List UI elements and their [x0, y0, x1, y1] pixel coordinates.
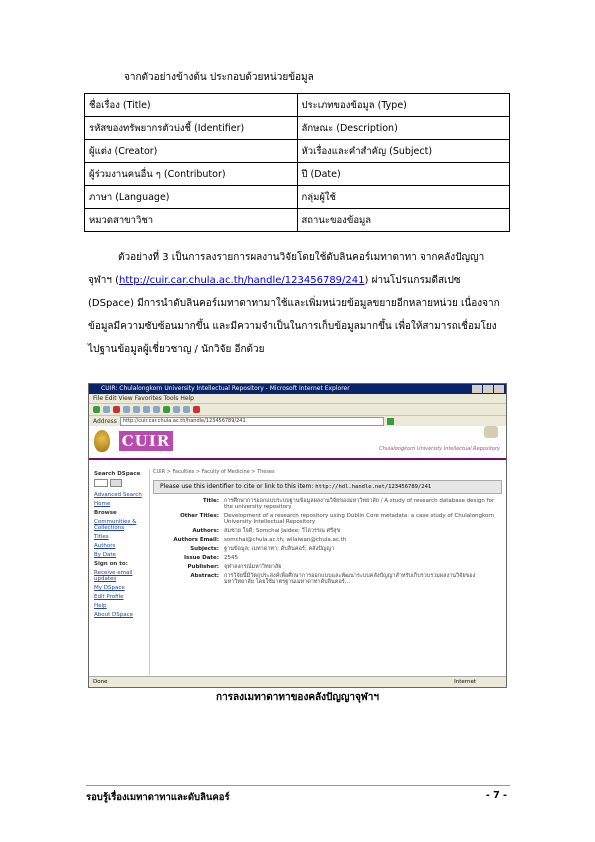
record-row	[153, 564, 502, 570]
sidebar-link[interactable]: Authors	[94, 543, 116, 549]
record-row	[153, 528, 502, 534]
table-cell: ผู้ร่วมงานคนอื่น ๆ (Contributor)	[85, 163, 298, 186]
record-value: การวิจัยนี้มีวัตถุประสงค์เพื่อศึกษาการออกแบบและพัฒนาระบบคลังปัญญาสำหรับเก็บรวบรวมผลงานวิจัยของมหาวิทยาลัย โดยใช้มาตรฐานเมทาดาทาดับลินคอร์...	[224, 573, 476, 585]
cuir-logo[interactable]: CUIR	[119, 431, 173, 451]
close-icon[interactable]	[494, 385, 504, 393]
search-heading: Search DSpace	[94, 471, 141, 477]
back-icon[interactable]	[93, 406, 100, 413]
record-value: สมชาย ใจดี; Somchai Jaidee; วิไลวรรณ ศรีสุข	[224, 528, 341, 534]
browser-menu-bar[interactable]: File Edit View Favorites Tools Help	[89, 394, 506, 403]
forward-icon[interactable]	[103, 406, 110, 413]
record-row	[153, 513, 502, 525]
breadcrumb[interactable]: CUIR > Faculties > Faculty of Medicine > Theses	[153, 469, 275, 475]
favorites-icon[interactable]	[153, 406, 160, 413]
browser-title-bar	[89, 384, 506, 394]
mail-icon[interactable]	[173, 406, 180, 413]
item-record-content	[153, 469, 502, 675]
print-icon[interactable]	[183, 406, 190, 413]
record-row	[153, 537, 502, 543]
record-row	[153, 546, 502, 552]
browser-title: CUIR: Chulalongkorn University Intellectual Repository - Microsoft Internet Explorer	[101, 385, 350, 392]
browse-heading: Browse	[94, 510, 117, 516]
cite-notice	[153, 480, 502, 494]
browser-toolbar	[89, 403, 506, 415]
footer-title: รอบรู้เรื่องเมทาดาทาและดับลินคอร์	[86, 792, 230, 803]
table-row	[85, 140, 510, 163]
sidebar-link[interactable]: Titles	[94, 534, 109, 540]
repository-slogan: Chulalongkorn University Intellectual Repository	[379, 446, 500, 452]
table-row	[85, 163, 510, 186]
table-cell: ประเภทของข้อมูล (Type)	[297, 94, 510, 117]
advanced-search-link[interactable]: Advanced Search	[94, 492, 142, 498]
record-fields	[153, 498, 502, 585]
stop-icon[interactable]	[113, 406, 120, 413]
intro-text: จากตัวอย่างข้างต้น ประกอบด้วยหน่วยข้อมูล	[124, 72, 314, 83]
table-row	[85, 209, 510, 232]
table-cell: ภาษา (Language)	[85, 186, 298, 209]
figure-caption: การลงเมทาดาทาของคลังปัญญาจุฬาฯ	[216, 692, 379, 703]
sign-on-list	[91, 570, 149, 600]
record-label: Abstract:	[190, 573, 219, 579]
sidebar-link[interactable]: Communities & Collections	[94, 519, 137, 531]
refresh-icon[interactable]	[123, 406, 130, 413]
table-row	[85, 186, 510, 209]
footer-divider	[86, 785, 510, 786]
home-link[interactable]: Home	[94, 501, 111, 507]
search-input[interactable]	[94, 479, 108, 487]
table-cell: สถานะของข้อมูล	[297, 209, 510, 232]
sidebar-link[interactable]: Edit Profile	[94, 594, 124, 600]
internet-zone: Internet	[454, 679, 476, 685]
record-label: Other Titles:	[180, 513, 219, 519]
go-button[interactable]	[110, 479, 122, 487]
about-link[interactable]: About DSpace	[94, 612, 134, 618]
page-number: - 7 -	[485, 790, 507, 801]
record-value: ฐานข้อมูล; เมทาดาทา; ดับลินคอร์; คลังปัญญา	[224, 546, 335, 552]
decorative-icon	[484, 426, 498, 438]
table-cell: ชื่อเรื่อง (Title)	[85, 94, 298, 117]
address-bar	[89, 415, 506, 426]
maximize-icon[interactable]	[483, 385, 493, 393]
record-value: จุฬาลงกรณ์มหาวิทยาลัย	[224, 564, 282, 570]
university-seal-icon	[94, 430, 110, 452]
cuir-link[interactable]: http://cuir.car.chula.ac.th/handle/123456789/241	[119, 275, 365, 286]
handle-url[interactable]: http://hdl.handle.net/123456789/241	[315, 484, 432, 490]
record-label: Issue Date:	[184, 555, 219, 561]
record-label: Publisher:	[187, 564, 219, 570]
address-label: Address	[93, 417, 117, 425]
sign-on-heading: Sign on to:	[94, 561, 128, 567]
help-link[interactable]: Help	[94, 603, 107, 609]
sidebar-link[interactable]: My DSpace	[94, 585, 125, 591]
table-cell: ผู้แต่ง (Creator)	[85, 140, 298, 163]
home-icon[interactable]	[133, 406, 140, 413]
minimize-icon[interactable]	[472, 385, 482, 393]
record-value: 2545	[224, 555, 238, 561]
table-cell: ลักษณะ (Description)	[297, 117, 510, 140]
paragraph-text-before: ตัวอย่างที่ 3 เป็นการลงรายการผลงานวิจัยโดยใช้ดับลินคอร์เมทาดาทา จากคลังปัญญาจุฬาฯ (	[88, 252, 485, 286]
address-input[interactable]: http://cuir.car.chula.ac.th/handle/123456789/241	[120, 417, 384, 426]
example-paragraph	[88, 246, 508, 361]
go-icon[interactable]	[387, 418, 394, 425]
table-cell: หมวดสาขาวิชา	[85, 209, 298, 232]
table-cell: กลุ่มผู้ใช้	[297, 186, 510, 209]
cite-notice-text: Please use this identifier to cite or link to this item:	[160, 483, 314, 490]
status-text: Done	[93, 679, 108, 685]
record-label: Authors:	[192, 528, 219, 534]
table-row	[85, 94, 510, 117]
sidebar-link[interactable]: By Date	[94, 552, 116, 558]
paragraph-text-after: ) ผ่านโปรแกรมดีสเปซ (DSpace) มีการนำดับลินคอร์เมทาดาทามาใช้และเพิ่มหน่วยข้อมูลขยายอีกหลายหน่วย เนื่องจากข้อมูลมีความซับซ้อนมากขึ้น และมีความจำเป็นในการเก็บข้อมูลมากขึ้น เพื่อให้สามารถเชื่อมโยงไปฐานข้อมูลผู้เชี่ยวชาญ / นักวิจัย อีกด้วย	[88, 275, 500, 355]
record-label: Title:	[202, 498, 219, 504]
record-row	[153, 555, 502, 561]
record-row	[153, 498, 502, 510]
dspace-sidebar	[91, 469, 150, 675]
history-icon[interactable]	[163, 406, 170, 413]
record-row	[153, 573, 502, 585]
edit-icon[interactable]	[193, 406, 200, 413]
browser-screenshot	[88, 383, 507, 688]
table-cell: ปี (Date)	[297, 163, 510, 186]
record-value: somchai@chula.ac.th; wilaiwan@chula.ac.th	[224, 537, 347, 543]
table-row	[85, 117, 510, 140]
metadata-elements-table	[84, 93, 510, 232]
record-label: Authors Email:	[173, 537, 219, 543]
browser-status-bar	[89, 676, 506, 687]
record-value: Development of a research repository using Dublin Core metadata: a case study of Chulalongkorn University Intellectual Repository	[224, 513, 495, 525]
table-cell: รหัสของทรัพยากรตัวบ่งชี้ (Identifier)	[85, 117, 298, 140]
record-value: การศึกษาการออกแบบระบบฐานข้อมูลผลงานวิจัยของมหาวิทยาลัย / A study of research database design for the university repository	[224, 498, 495, 510]
record-label: Subjects:	[190, 546, 219, 552]
table-cell: หัวเรื่องและคำสำคัญ (Subject)	[297, 140, 510, 163]
cuir-banner	[89, 426, 506, 460]
search-icon[interactable]	[143, 406, 150, 413]
sidebar-link[interactable]: Receive email updates	[94, 570, 133, 582]
browse-list	[91, 519, 149, 558]
